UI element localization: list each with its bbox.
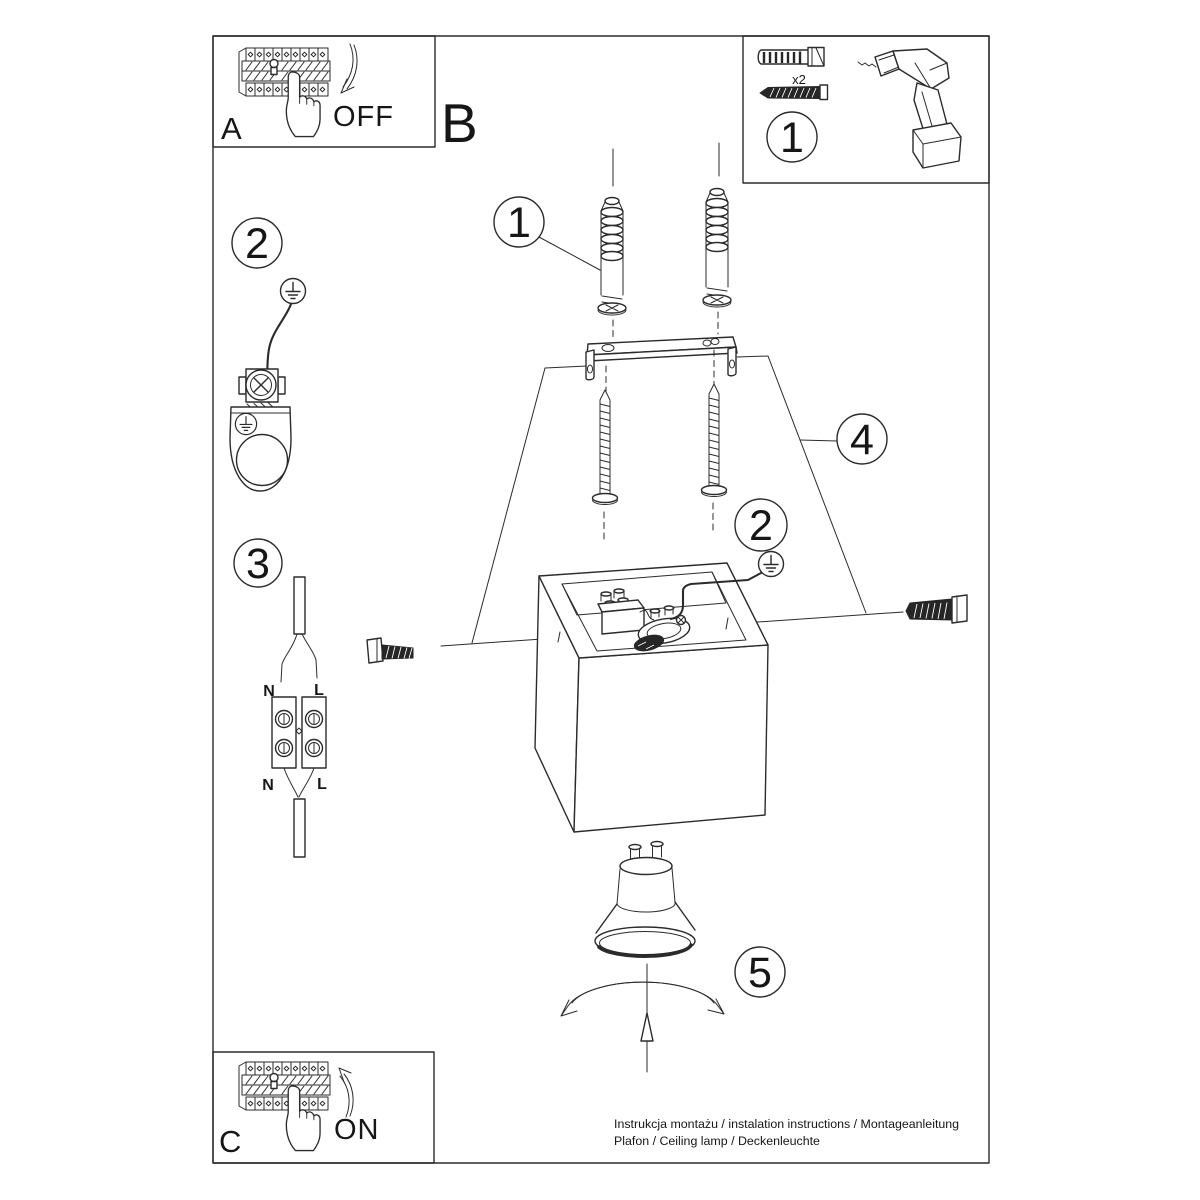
panel-a-label: A bbox=[221, 111, 242, 146]
panel-c-label: C bbox=[219, 1124, 242, 1159]
step-3-wiring-detail bbox=[234, 539, 327, 857]
hand-press-icon bbox=[286, 72, 320, 137]
panel-a bbox=[213, 36, 435, 147]
insert-direction-arrow bbox=[641, 964, 653, 1072]
panel-a-action: OFF bbox=[333, 101, 394, 133]
arrow-up-icon bbox=[339, 1068, 353, 1117]
step-2-number: 2 bbox=[245, 220, 269, 268]
step-5-bulb bbox=[561, 842, 785, 1073]
wall-plug-left bbox=[598, 198, 626, 316]
parts-quantity: x2 bbox=[792, 72, 806, 87]
label-live-bottom: L bbox=[317, 776, 327, 793]
arrow-down-icon bbox=[341, 44, 357, 93]
step-3-number: 3 bbox=[246, 540, 270, 588]
cable-top bbox=[294, 577, 305, 634]
screw-icon bbox=[760, 85, 828, 100]
panel-c-action: ON bbox=[334, 1114, 380, 1146]
step-1-number: 1 bbox=[507, 199, 531, 247]
ceiling-leader-lines bbox=[613, 143, 719, 186]
fixing-screw-left bbox=[367, 638, 413, 663]
cable-split-bottom bbox=[284, 768, 314, 797]
step-4-leader bbox=[800, 440, 837, 441]
step-1-leader bbox=[539, 237, 600, 270]
mounting-plate bbox=[230, 407, 291, 491]
step-4-number: 4 bbox=[850, 416, 874, 464]
wall-plug-icon bbox=[758, 48, 824, 67]
fixing-screw-right bbox=[906, 595, 967, 623]
lamp-cube bbox=[535, 563, 768, 832]
step-2-number-center: 2 bbox=[749, 502, 773, 550]
earth-symbol-icon bbox=[235, 413, 256, 434]
cable-split-top bbox=[281, 634, 317, 682]
footer-line-1: Instrukcja montażu / instalation instructions / Montageanleitung bbox=[614, 1117, 960, 1131]
earth-symbol-icon bbox=[281, 279, 306, 304]
cable-bottom bbox=[294, 799, 305, 857]
alignment-dashes bbox=[613, 312, 718, 339]
hand-press-icon bbox=[286, 1086, 320, 1151]
panel-c bbox=[213, 1052, 434, 1163]
mounting-assembly bbox=[367, 143, 967, 832]
earth-symbol-icon bbox=[759, 552, 784, 577]
mounting-screw-right bbox=[702, 350, 727, 534]
rotation-arrow-icon bbox=[561, 982, 724, 1016]
label-neutral-bottom: N bbox=[262, 777, 274, 794]
gu10-bulb-icon bbox=[595, 842, 695, 957]
step-2-ground-detail bbox=[230, 218, 306, 491]
circuit-breaker-icon bbox=[239, 48, 330, 96]
terminal-screw-block bbox=[239, 369, 285, 410]
parts-box bbox=[743, 36, 989, 183]
panel-b-label: B bbox=[441, 92, 478, 154]
parts-step-number: 1 bbox=[780, 114, 804, 162]
label-neutral-top: N bbox=[263, 683, 275, 700]
step-5-number: 5 bbox=[748, 949, 772, 997]
footer-text bbox=[614, 1117, 959, 1148]
circuit-breaker-icon bbox=[239, 1062, 330, 1110]
drill-icon bbox=[858, 49, 961, 168]
label-live-top: L bbox=[314, 682, 324, 699]
footer-line-2: Plafon / Ceiling lamp / Deckenleuchte bbox=[614, 1134, 820, 1148]
mounting-screw-left bbox=[593, 366, 618, 539]
wall-plug-right bbox=[703, 189, 731, 308]
terminal-block-icon bbox=[272, 697, 326, 768]
